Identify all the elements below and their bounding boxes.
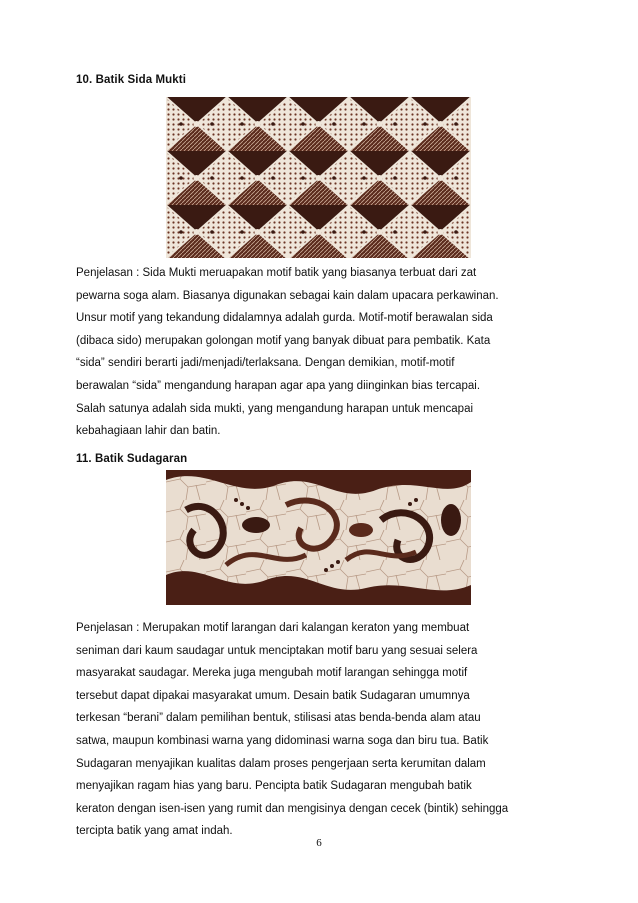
text-line: kebahagiaan lahir dan batin. (76, 425, 221, 438)
section-10-heading: 10. Batik Sida Mukti (76, 74, 187, 86)
text-line: “sida” sendiri berarti jadi/menjadi/terlaksana. Dengan demikian, motif-motif (76, 357, 455, 370)
text-line: satwa, maupun kombinasi warna yang didominasi warna soga dan biru tua. Batik (76, 734, 489, 747)
text-line: pewarna soga alam. Biasanya digunakan sebagai kain dalam upacara perkawinan. (76, 289, 499, 302)
text-line: menyajikan ragam hias yang baru. Pencipta batik Sudagaran mengubah batik (76, 780, 472, 793)
text-line: Penjelasan : Sida Mukti meruapakan motif batik yang biasanya terbuat dari zat (76, 267, 477, 279)
text-line: berawalan “sida” mengandung harapan agar apa yang diinginkan bias tercapai. (76, 379, 481, 392)
batik-sida-mukti-pattern (166, 97, 471, 258)
section-11-heading: 11. Batik Sudagaran (76, 453, 188, 465)
text-line: Unsur motif yang tekandung didalamnya adalah gurda. Motif-motif berawalan sida (76, 312, 493, 325)
batik-sida-mukti-image (166, 97, 471, 258)
text-line: keraton dengan isen-isen yang rumit dan mengisinya dengan cecek (bintik) sehingga (76, 802, 509, 815)
section-10-description (76, 262, 576, 443)
text-line: seniman dari kaum saudagar untuk menciptakan motif baru yang sesuai selera (76, 644, 478, 657)
batik-sudagaran-image (166, 470, 471, 605)
text-line: Penjelasan : Merupakan motif larangan dari kalangan keraton yang membuat (76, 622, 470, 634)
text-line: masyarakat saudagar. Mereka juga mengubah motif larangan sehingga motif (76, 667, 468, 680)
text-line: tersebut dapat dipakai masyarakat umum. Desain batik Sudagaran umumnya (76, 689, 470, 702)
text-line: (dibaca sido) merupakan golongan motif yang banyak dibuat para pembatik. Kata (76, 334, 491, 347)
text-line: Salah satunya adalah sida mukti, yang mengandung harapan untuk mencapai (76, 402, 474, 415)
text-line: Sudagaran menyajikan kualitas dalam proses pengerjaan serta kerumitan dalam (76, 757, 486, 770)
text-line: tercipta batik yang amat indah. (76, 825, 233, 838)
batik-sudagaran-pattern (166, 470, 471, 605)
section-11-description (76, 617, 576, 843)
text-line: terkesan “berani” dalam pemilihan bentuk, stilisasi atas benda-benda alam atau (76, 712, 481, 725)
page-number: 6 (316, 837, 322, 849)
